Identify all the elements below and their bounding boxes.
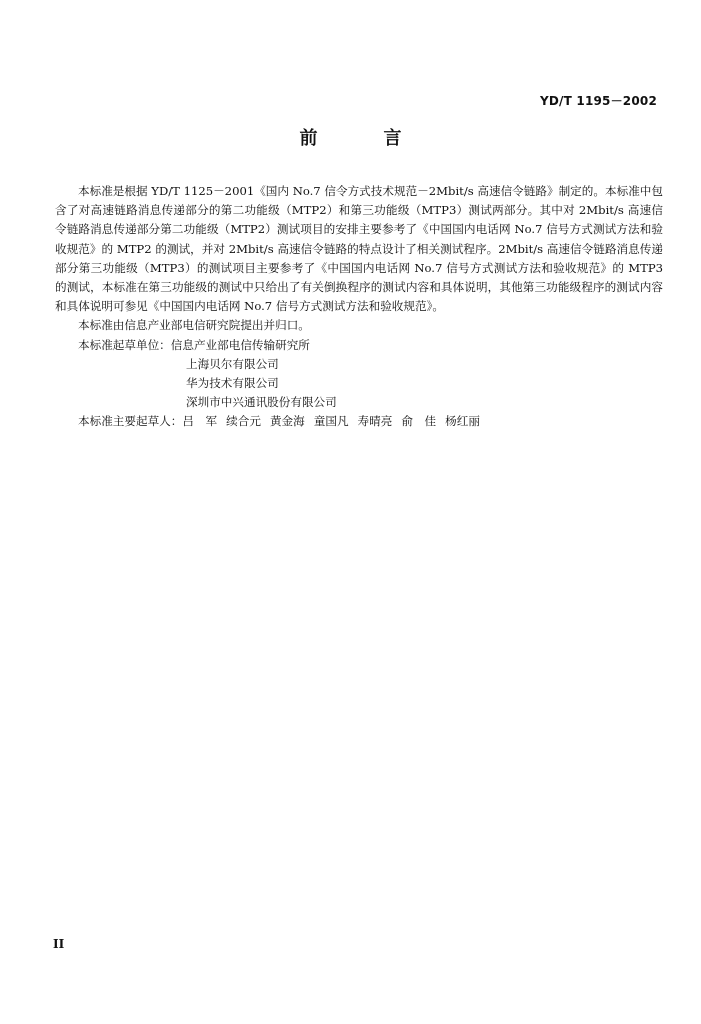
- proposer-paragraph: 本标准由信息产业部电信研究院提出并归口。: [78, 318, 310, 333]
- drafters: [55, 412, 663, 431]
- page-number: II: [53, 937, 65, 951]
- drafting-unit: 深圳市中兴通讯股份有限公司: [186, 395, 337, 410]
- drafter-name: 俞 佳: [401, 414, 437, 429]
- document-body: [55, 182, 663, 432]
- standard-code: YD/T 1195－2002: [540, 94, 657, 108]
- drafter-name: 童国凡: [313, 414, 349, 429]
- drafters-label: 本标准主要起草人：: [78, 414, 183, 429]
- drafting-units-label: 本标准起草单位：: [78, 337, 171, 352]
- drafting-unit: 上海贝尔有限公司: [186, 356, 279, 371]
- drafting-unit: 信息产业部电信传输研究所: [170, 337, 310, 352]
- drafter-name: 黄金海: [269, 414, 305, 429]
- drafter-name: 杨红丽: [445, 414, 480, 429]
- drafter-name: 寿晴亮: [357, 414, 393, 429]
- drafter-name: 续合元: [226, 414, 261, 429]
- drafting-unit: 华为技术有限公司: [186, 376, 279, 391]
- drafting-units: [55, 336, 663, 413]
- page-title: 前言: [299, 128, 468, 149]
- basis-paragraph: 本标准是根据 YD/T 1125－2001《国内 No.7 信令方式技术规范－2Mbit/s 高速信令链路》制定的。本标准中包含了对高速链路消息传递部分的第二功能级（MTP2）和第三功能级（MTP3）测试两部分。其中对 2Mbit/s 高速信令链路消息传递部分第二功能级（MTP2）测试项目的安排主要参考了《中国国内电话网 No.7 信号方式测试方法和验收规范》的 MTP2 的测试，并对 2Mbit/s 高速信令链路的特点设计了相关测试程序。2Mbit/s 高速信令链路消息传递部分第三功能级（MTP3）的测试项目主要参考了《中国国内电话网 No.7 信号方式测试方法和验收规范》的 MTP3 的测试，本标准在第三功能级的测试中只给出了有关倒换程序的测试内容和具体说明，其他第三功能级程序的测试内容和具体说明可参见《中国国内电话网 No.7 信号方式测试方法和验收规范》。: [55, 184, 663, 314]
- drafter-name: 吕 军: [182, 414, 218, 429]
